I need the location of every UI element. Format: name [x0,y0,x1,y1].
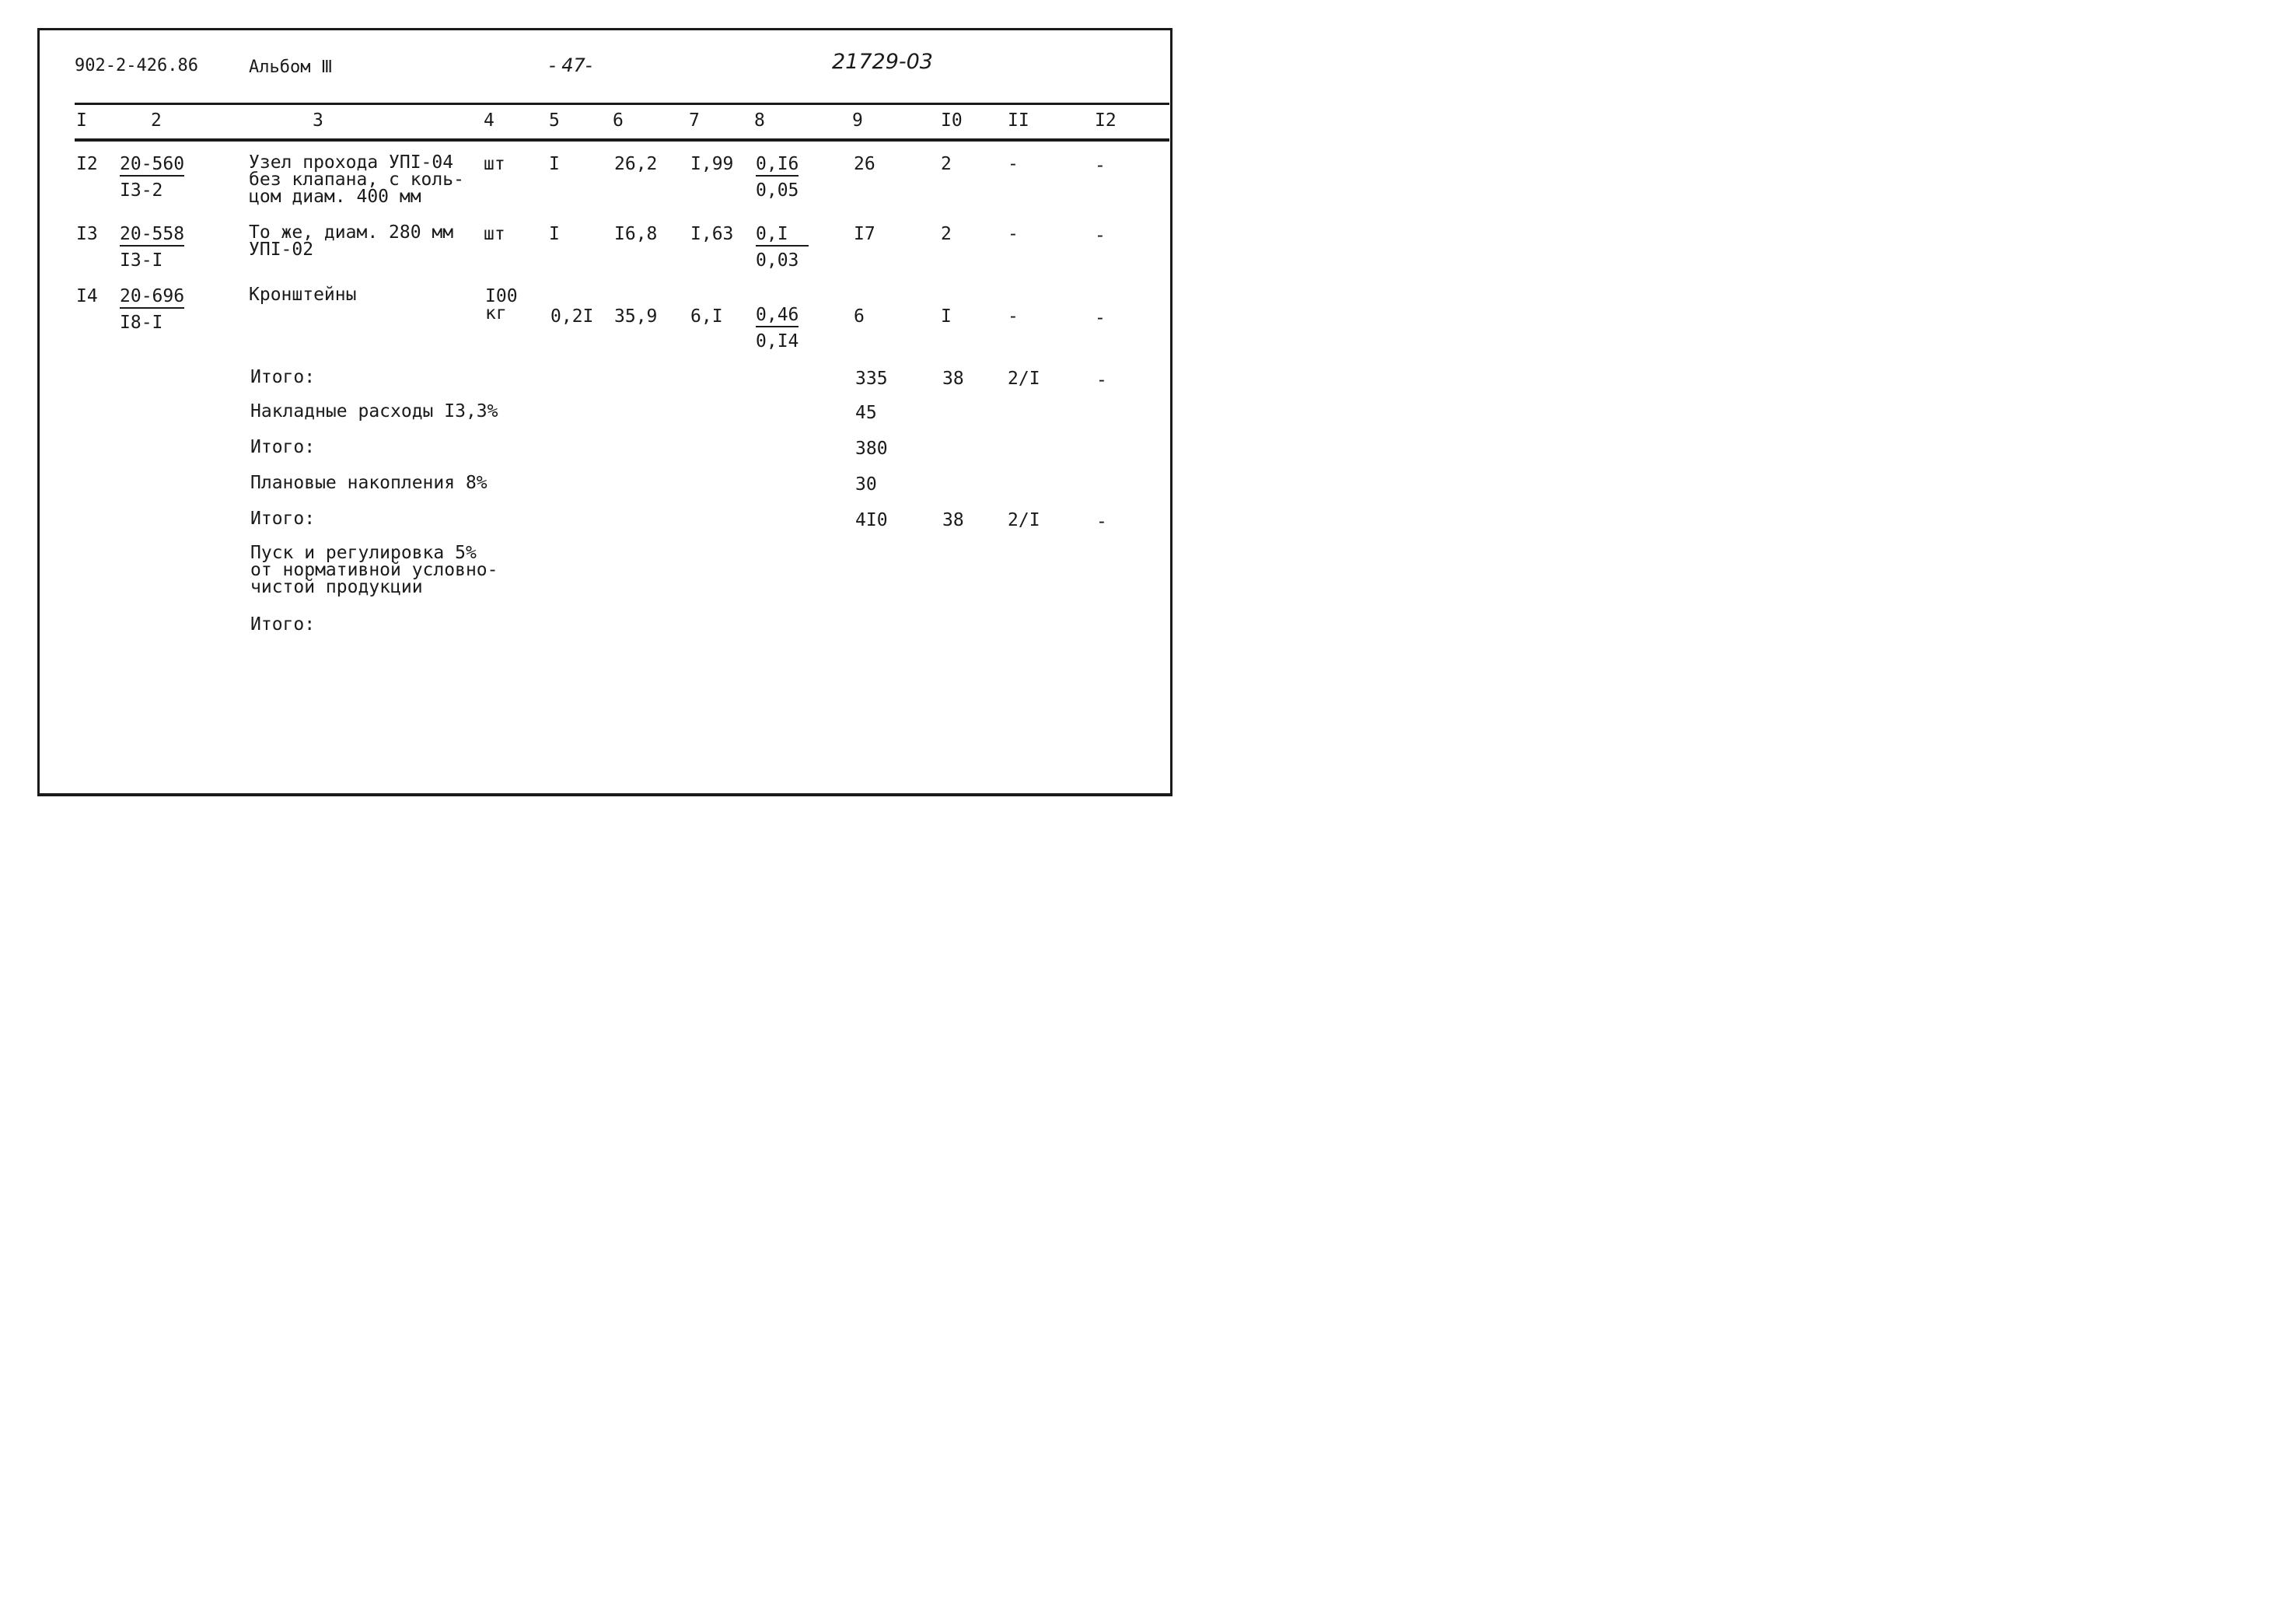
row-number: I2 [76,154,98,174]
col8-bottom: 0,05 [756,180,799,201]
price-code-bottom: I3-2 [120,180,163,201]
row-number: I3 [76,224,98,244]
summary-label: Пуск и регулировка 5% от нормативной условно- чистой продукции [250,543,498,597]
summary-label: Итого: [250,614,316,635]
summary-col10: 38 [942,510,964,530]
col-header-3: 3 [313,110,323,131]
summary-col10: 38 [942,369,964,389]
col8-top: 0,I6 [756,154,799,177]
summary-label: Итого: [250,367,316,387]
archive-number: 21729-03 [832,50,933,74]
col7-value: 6,I [690,306,723,327]
col-header-11: II [1008,110,1029,131]
summary-col9: 380 [855,439,888,459]
col10-value: 2 [941,224,952,244]
col-header-5: 5 [549,110,560,131]
summary-label: Плановые накопления 8% [250,473,488,493]
col9-value: 26 [854,154,875,174]
item-name: Кронштейны [249,285,357,305]
col6-value: 35,9 [614,306,658,327]
row-number: I4 [76,286,98,306]
item-name: То же, диам. 280 мм УПI-02 [249,222,454,260]
col8-top: 0,I [756,224,809,247]
col7-value: I,63 [690,224,734,244]
price-code-bottom: I8-I [120,313,163,333]
col8-top: 0,46 [756,305,799,327]
unit: шт [484,224,505,244]
col12-value: - [1095,226,1106,246]
summary-col11: 2/I [1008,369,1040,389]
col10-value: I [941,306,952,327]
summary-label: Накладные расходы I3,3% [250,401,498,421]
col9-value: 6 [854,306,865,327]
summary-col9: 30 [855,474,877,495]
col8-bottom: 0,03 [756,250,799,271]
col-header-12: I2 [1095,110,1117,131]
col-header-9: 9 [852,110,863,131]
price-code-top: 20-558 [120,224,184,247]
col-header-4: 4 [484,110,494,131]
summary-label: Итого: [250,437,316,457]
col6-value: I6,8 [614,224,658,244]
col-header-6: 6 [613,110,624,131]
quantity: I [549,224,560,244]
col6-value: 26,2 [614,154,658,174]
col-header-2: 2 [151,110,162,131]
header-rule-bottom [75,138,1169,142]
col11-value: - [1008,154,1019,174]
price-code-top: 20-560 [120,154,184,177]
col11-value: - [1008,224,1019,244]
header-rule-top [75,103,1169,105]
col10-value: 2 [941,154,952,174]
price-code-top: 20-696 [120,286,184,309]
col11-value: - [1008,306,1019,327]
summary-col9: 45 [855,403,877,423]
col9-value: I7 [854,224,875,244]
unit: I00 кг [485,286,518,324]
summary-col12: - [1096,370,1107,390]
quantity: 0,2I [550,306,594,327]
summary-col12: - [1096,512,1107,532]
summary-col11: 2/I [1008,510,1040,530]
col-header-10: I0 [941,110,963,131]
col-header-7: 7 [689,110,700,131]
page-number: - 47- [549,54,592,76]
col7-value: I,99 [690,154,734,174]
album-label: Альбом Ⅲ [249,58,333,77]
item-name: Узел прохода УПI-04 без клапана, с коль- цом диам. 400 мм [249,152,464,207]
summary-col9: 335 [855,369,888,389]
price-code-bottom: I3-I [120,250,163,271]
col8-bottom: 0,I4 [756,331,799,352]
col-header-8: 8 [754,110,765,131]
col-header-1: I [76,110,87,131]
page-frame [37,28,1172,796]
col12-value: - [1095,308,1106,328]
col12-value: - [1095,156,1106,176]
unit: шт [484,154,505,174]
summary-label: Итого: [250,509,316,529]
summary-col9: 4I0 [855,510,888,530]
quantity: I [549,154,560,174]
doc-code: 902-2-426.86 [75,56,198,75]
